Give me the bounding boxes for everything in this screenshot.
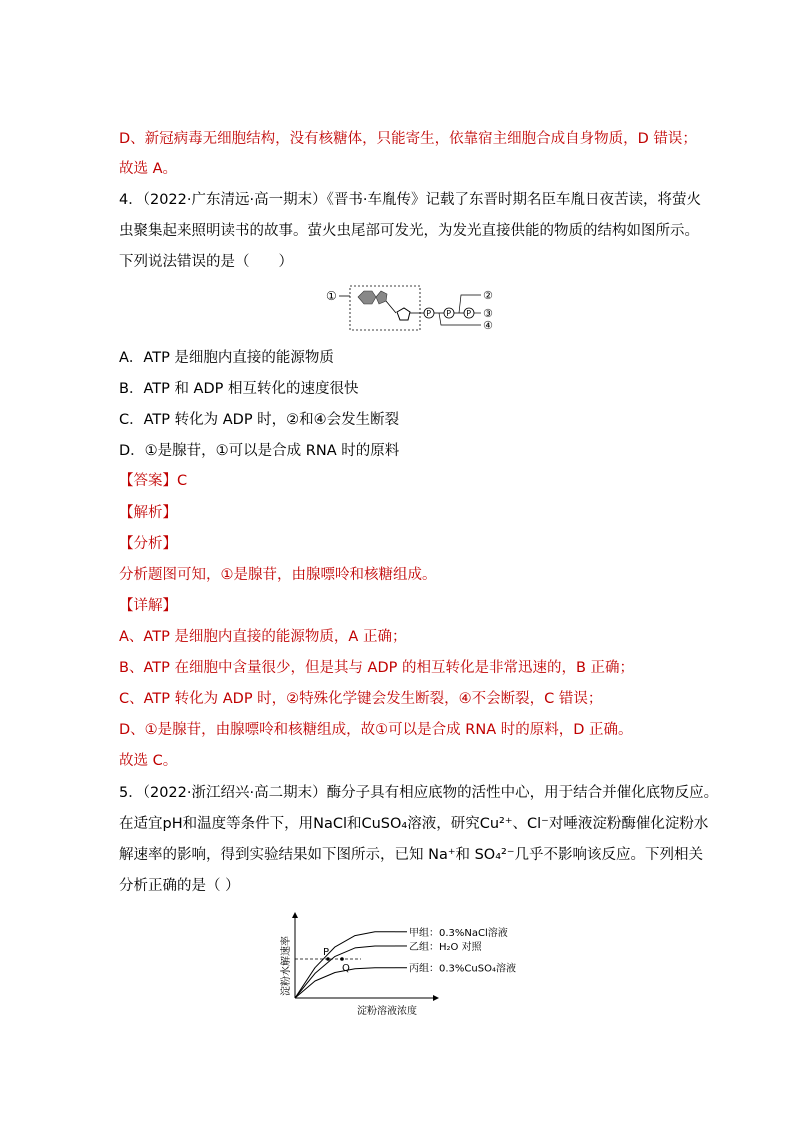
x-axis-label: 淀粉溶液浓度: [357, 1006, 417, 1017]
y-axis-label: 淀粉水解速率: [281, 936, 292, 996]
point-q-label: Q: [342, 963, 350, 974]
atp-structure-figure: [320, 283, 510, 333]
q5-chart: [275, 910, 545, 1020]
series-legend-3: 丙组：0.3%CuSO₄溶液: [409, 963, 516, 975]
q5-stem-line-1: 5．（2022·浙江绍兴·高二期末）酶分子具有相应底物的活性中心，用于结合并催化底物反应。: [119, 785, 719, 801]
glycosidic-bond: [386, 301, 396, 313]
x-axis-arrow: [433, 995, 439, 1001]
q4-detail-b: B、ATP 在细胞中含量很少，但是其与 ADP 的相互转化是非常迅速的，B 正确；: [119, 660, 635, 676]
adenosine-dashed-box: [350, 286, 420, 330]
q4-detail-a: A、ATP 是细胞内直接的能源物质，A 正确；: [119, 629, 407, 645]
ribose-ring: [397, 308, 410, 320]
q4-xiangjie-heading: 【详解】: [119, 598, 177, 614]
series-legend-2: 乙组：H₂O 对照: [409, 941, 482, 953]
q4-detail-d: D、①是腺苷，由腺嘌呤和核糖组成，故①可以是合成 RNA 时的原料，D 正确。: [119, 722, 633, 738]
q4-fenxi-heading: 【分析】: [119, 536, 177, 552]
q4-jiexi-heading: 【解析】: [119, 505, 177, 521]
q4-choose: 故选 C。: [119, 753, 178, 769]
phosphate-1-label: P: [426, 309, 432, 318]
series-legend-1: 甲组：0.3%NaCl溶液: [409, 927, 508, 939]
q5-stem-line-4: 分析正确的是（ ）: [119, 878, 240, 894]
phosphate-3-label: P: [466, 309, 472, 318]
q4-stem-line-1: 4．（2022·广东清远·高一期末）《晋书·车胤传》记载了东晋时期名臣车胤日夜苦读，将萤火: [119, 192, 701, 208]
q4-answer: 【答案】C: [119, 473, 188, 489]
label-1: ①: [326, 289, 337, 303]
purine-hexagon: [358, 291, 376, 304]
q4-stem-line-2: 虫聚集起来照明读书的故事。萤火虫尾部可发光，为发光直接供能的物质的结构如图所示。: [119, 223, 699, 239]
q4-detail-c: C、ATP 转化为 ADP 时，②特殊化学键会发生断裂，④不会断裂，C 错误；: [119, 691, 603, 707]
q3-option-d-explanation: D、新冠病毒无细胞结构，没有核糖体，只能寄生，依靠宿主细胞合成自身物质，D 错误；: [119, 131, 697, 147]
q4-option-d: D．①是腺苷，①可以是合成 RNA 时的原料: [119, 443, 400, 459]
q5-stem-line-2: 在适宜pH和温度等条件下，用NaCl和CuSO₄溶液，研究Cu²⁺、Cl⁻对唾液淀粉酶催化淀粉水: [119, 816, 709, 832]
y-axis-arrow: [292, 912, 298, 918]
point-q: [340, 957, 344, 961]
q4-fenxi-text: 分析题图可知，①是腺苷，由腺嘌呤和核糖组成。: [119, 567, 437, 583]
q5-chart-svg: [275, 910, 545, 1020]
q4-option-b: B．ATP 和 ADP 相互转化的速度很快: [119, 381, 359, 397]
q4-option-c: C．ATP 转化为 ADP 时，②和④会发生断裂: [119, 412, 400, 428]
point-p-label: P: [323, 947, 330, 958]
q3-choose-text: 故选 A。: [119, 161, 178, 177]
q4-option-a: A．ATP 是细胞内直接的能源物质: [119, 350, 334, 366]
q5-stem-line-3: 解速率的影响，得到实验结果如下图所示，已知 Na⁺和 SO₄²⁻几乎不影响该反应。下列相关: [119, 847, 703, 863]
series-layer: [295, 926, 516, 998]
label-2: ②: [483, 289, 493, 302]
atp-structure-svg: [320, 283, 510, 333]
q4-stem-line-3: 下列说法错误的是（ ）: [119, 254, 293, 270]
phosphate-2-label: P: [446, 309, 452, 318]
label-3: ③: [483, 307, 493, 320]
label-4: ④: [483, 319, 493, 332]
purine-pentagon: [376, 291, 387, 304]
q3-answer-choice: [119, 158, 177, 180]
